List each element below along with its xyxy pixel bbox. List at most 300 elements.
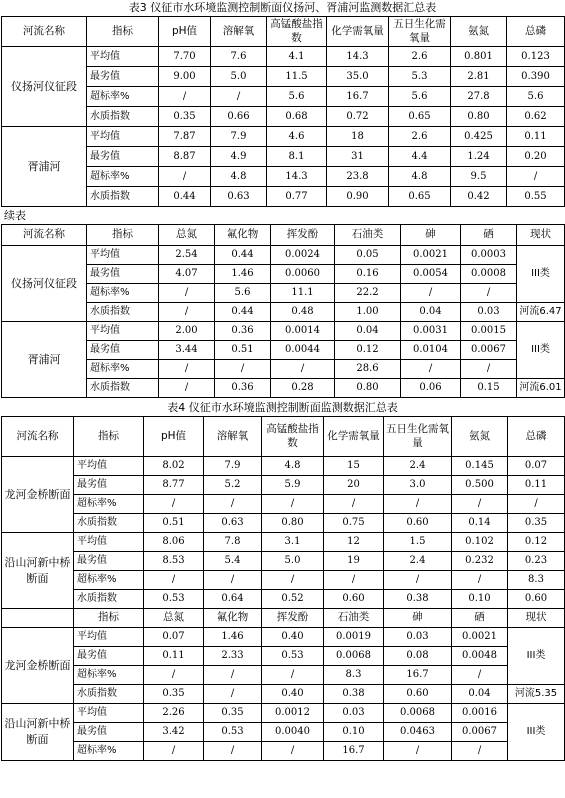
value-cell: 8.77	[144, 476, 204, 495]
value-cell: 7.9	[211, 127, 267, 147]
value-cell: 5.9	[262, 476, 324, 495]
value-cell: /	[144, 571, 204, 590]
value-cell: 0.90	[327, 187, 389, 207]
value-cell: 0.0015	[461, 322, 517, 341]
indicator-cell: 最劣值	[74, 723, 144, 742]
value-cell: 0.04	[401, 303, 461, 322]
value-cell: /	[452, 742, 508, 761]
value-cell: /	[262, 742, 324, 761]
column-header: 石油类	[335, 225, 401, 246]
value-cell: 0.35	[204, 704, 262, 723]
column-header: 指标	[87, 17, 159, 47]
value-cell: 0.0067	[452, 723, 508, 742]
value-cell: 0.0019	[324, 628, 384, 647]
value-cell: 0.42	[451, 187, 507, 207]
indicator-cell: 水质指数	[74, 590, 144, 609]
indicator-cell: 最劣值	[74, 552, 144, 571]
value-cell: 4.07	[159, 265, 215, 284]
value-cell: 4.8	[211, 167, 267, 187]
value-cell: 35.0	[327, 67, 389, 87]
value-cell: 5.2	[204, 476, 262, 495]
column-header: 石油类	[324, 609, 384, 628]
table-row	[2, 127, 565, 147]
indicator-cell: 平均值	[74, 704, 144, 723]
column-header: 总磷	[508, 417, 565, 457]
value-cell: /	[262, 495, 324, 514]
column-header	[2, 609, 74, 628]
value-cell: 0.28	[271, 379, 335, 398]
value-cell: 0.80	[262, 514, 324, 533]
value-cell: /	[461, 360, 517, 379]
value-cell: 0.500	[452, 476, 508, 495]
table-row	[2, 167, 565, 187]
header-row	[2, 417, 565, 457]
value-cell: 0.0054	[401, 265, 461, 284]
column-header: 砷	[384, 609, 452, 628]
indicator-cell: 平均值	[74, 628, 144, 647]
value-cell: 0.44	[215, 303, 271, 322]
column-header: 五日生化需氧量	[389, 17, 451, 47]
value-cell: 0.232	[452, 552, 508, 571]
value-cell: 3.1	[262, 533, 324, 552]
value-cell: 15	[324, 457, 384, 476]
table-row	[2, 379, 565, 398]
value-cell: 5.0	[262, 552, 324, 571]
table-row	[2, 67, 565, 87]
value-cell: 0.04	[452, 685, 508, 704]
river-name-cell: 龙河金桥断面	[2, 457, 74, 533]
table3-title: 表3 仪征市水环境监测控制断面仪扬河、胥浦河监测数据汇总表	[128, 1, 437, 14]
value-cell: /	[262, 571, 324, 590]
value-cell: /	[144, 742, 204, 761]
value-cell: 0.55	[507, 187, 565, 207]
value-cell: 9.00	[159, 67, 211, 87]
river-name-cell: 沿山河新中桥断面	[2, 533, 74, 609]
value-cell: 0.53	[204, 723, 262, 742]
value-cell: 8.02	[144, 457, 204, 476]
column-header: 指标	[87, 225, 159, 246]
indicator-cell: 最劣值	[74, 647, 144, 666]
value-cell: 20	[324, 476, 384, 495]
column-header: 现状	[517, 225, 565, 246]
value-cell: 0.390	[507, 67, 565, 87]
value-cell: 0.11	[508, 476, 565, 495]
table-row	[2, 666, 565, 685]
value-cell: 3.44	[159, 341, 215, 360]
value-cell: 7.9	[204, 457, 262, 476]
value-cell: 5.3	[389, 67, 451, 87]
table-row	[2, 246, 565, 265]
value-cell: 0.0021	[452, 628, 508, 647]
value-cell: /	[401, 360, 461, 379]
value-cell: 0.04	[335, 322, 401, 341]
table-row	[2, 704, 565, 723]
value-cell: 0.72	[327, 107, 389, 127]
value-cell: 0.11	[507, 127, 565, 147]
status-cell: III类	[517, 322, 565, 379]
value-cell: 0.0048	[452, 647, 508, 666]
value-cell: 27.8	[451, 87, 507, 107]
value-cell: 0.20	[507, 147, 565, 167]
value-cell: 0.38	[384, 590, 452, 609]
value-cell: 0.0008	[461, 265, 517, 284]
indicator-cell: 超标率%	[74, 666, 144, 685]
table-row	[2, 303, 565, 322]
table-row	[2, 685, 565, 704]
value-cell: 0.38	[324, 685, 384, 704]
value-cell: /	[159, 303, 215, 322]
header-row	[2, 609, 565, 628]
status-note-cell: 河流6.01	[517, 379, 565, 398]
value-cell: 0.03	[384, 628, 452, 647]
value-cell: 0.60	[508, 590, 565, 609]
value-cell: 0.0060	[271, 265, 335, 284]
value-cell: 0.63	[211, 187, 267, 207]
value-cell: 0.44	[215, 246, 271, 265]
value-cell: 0.0040	[262, 723, 324, 742]
value-cell: 0.44	[159, 187, 211, 207]
status-cell: III类	[508, 704, 565, 761]
value-cell: 0.801	[451, 47, 507, 67]
value-cell: 11.1	[271, 284, 335, 303]
value-cell: /	[384, 571, 452, 590]
value-cell: 7.87	[159, 127, 211, 147]
column-header: 化学需氧量	[327, 17, 389, 47]
value-cell: 0.80	[451, 107, 507, 127]
value-cell: 0.145	[452, 457, 508, 476]
value-cell: /	[452, 495, 508, 514]
table3-continued-label: 续表	[4, 209, 26, 222]
value-cell: 8.3	[508, 571, 565, 590]
value-cell: 0.03	[324, 704, 384, 723]
table-row	[2, 533, 565, 552]
value-cell: 0.80	[335, 379, 401, 398]
value-cell: 4.8	[262, 457, 324, 476]
value-cell: 0.0067	[461, 341, 517, 360]
value-cell: 0.0463	[384, 723, 452, 742]
header-row	[2, 225, 565, 246]
indicator-cell: 超标率%	[87, 167, 159, 187]
table-row	[2, 476, 565, 495]
value-cell: 0.08	[384, 647, 452, 666]
value-cell: 1.46	[204, 628, 262, 647]
column-header: 氟化物	[204, 609, 262, 628]
indicator-cell: 平均值	[74, 457, 144, 476]
value-cell: 0.0014	[271, 322, 335, 341]
value-cell: /	[215, 360, 271, 379]
indicator-cell: 最劣值	[74, 476, 144, 495]
value-cell: /	[159, 87, 211, 107]
value-cell: 0.03	[461, 303, 517, 322]
value-cell: 5.6	[215, 284, 271, 303]
value-cell: /	[507, 167, 565, 187]
table-row	[2, 265, 565, 284]
value-cell: 0.0044	[271, 341, 335, 360]
value-cell: 0.53	[144, 590, 204, 609]
indicator-cell: 超标率%	[74, 571, 144, 590]
table-row	[2, 742, 565, 761]
indicator-cell: 超标率%	[74, 495, 144, 514]
column-header: 总磷	[507, 17, 565, 47]
value-cell: 0.64	[204, 590, 262, 609]
value-cell: 0.10	[324, 723, 384, 742]
column-header: 硒	[452, 609, 508, 628]
table-row	[2, 514, 565, 533]
status-cell: III类	[508, 628, 565, 685]
value-cell: 0.425	[451, 127, 507, 147]
column-header: pH值	[159, 17, 211, 47]
value-cell: 0.40	[262, 628, 324, 647]
value-cell: 0.65	[389, 107, 451, 127]
value-cell: 0.12	[508, 533, 565, 552]
value-cell: 16.7	[327, 87, 389, 107]
value-cell: 12	[324, 533, 384, 552]
river-name-cell: 胥浦河	[2, 127, 87, 207]
value-cell: 4.1	[267, 47, 327, 67]
indicator-cell: 平均值	[87, 127, 159, 147]
value-cell: 2.33	[204, 647, 262, 666]
value-cell: 8.06	[144, 533, 204, 552]
table-row	[2, 647, 565, 666]
value-cell: 0.62	[507, 107, 565, 127]
indicator-cell: 平均值	[74, 533, 144, 552]
indicator-cell: 超标率%	[74, 742, 144, 761]
value-cell: 2.6	[389, 47, 451, 67]
value-cell: 0.36	[215, 379, 271, 398]
value-cell: 5.0	[211, 67, 267, 87]
value-cell: 0.63	[204, 514, 262, 533]
value-cell: 9.5	[451, 167, 507, 187]
value-cell: 16.7	[324, 742, 384, 761]
indicator-cell: 水质指数	[87, 107, 159, 127]
value-cell: 0.11	[144, 647, 204, 666]
value-cell: /	[159, 284, 215, 303]
value-cell: 0.68	[267, 107, 327, 127]
value-cell: /	[204, 495, 262, 514]
value-cell: 0.53	[262, 647, 324, 666]
value-cell: 2.6	[389, 127, 451, 147]
value-cell: 2.00	[159, 322, 215, 341]
value-cell: 0.52	[262, 590, 324, 609]
river-name-cell: 仪扬河仪征段	[2, 47, 87, 127]
value-cell: 0.0024	[271, 246, 335, 265]
value-cell: 4.8	[389, 167, 451, 187]
value-cell: 1.46	[215, 265, 271, 284]
value-cell: 5.6	[267, 87, 327, 107]
indicator-cell: 最劣值	[87, 265, 159, 284]
value-cell: 14.3	[267, 167, 327, 187]
value-cell: 0.0021	[401, 246, 461, 265]
river-name-cell: 沿山河新中桥断面	[2, 704, 74, 761]
table-row	[2, 341, 565, 360]
value-cell: 0.07	[144, 628, 204, 647]
column-header: 总氮	[144, 609, 204, 628]
table4-title: 表4 仪征市水环境监测控制断面监测数据汇总表	[167, 401, 398, 414]
column-header: 氟化物	[215, 225, 271, 246]
value-cell: 0.102	[452, 533, 508, 552]
value-cell: 0.36	[215, 322, 271, 341]
value-cell: 1.00	[335, 303, 401, 322]
value-cell: 0.05	[335, 246, 401, 265]
value-cell: 0.35	[159, 107, 211, 127]
value-cell: 0.51	[215, 341, 271, 360]
value-cell: 3.0	[384, 476, 452, 495]
column-header: 现状	[508, 609, 565, 628]
value-cell: /	[204, 571, 262, 590]
indicator-cell: 水质指数	[74, 685, 144, 704]
value-cell: /	[461, 284, 517, 303]
value-cell: 8.1	[267, 147, 327, 167]
value-cell: 0.51	[144, 514, 204, 533]
indicator-cell: 水质指数	[87, 303, 159, 322]
table-row	[2, 87, 565, 107]
value-cell: /	[204, 742, 262, 761]
column-header: 河流名称	[2, 417, 74, 457]
value-cell: 2.4	[384, 457, 452, 476]
value-cell: 0.75	[324, 514, 384, 533]
table-row	[2, 457, 565, 476]
value-cell: 0.60	[384, 514, 452, 533]
value-cell: 0.07	[508, 457, 565, 476]
value-cell: 0.12	[335, 341, 401, 360]
value-cell: 8.3	[324, 666, 384, 685]
indicator-cell: 水质指数	[87, 187, 159, 207]
value-cell: 2.26	[144, 704, 204, 723]
value-cell: 0.48	[271, 303, 335, 322]
value-cell: 0.66	[211, 107, 267, 127]
table-row	[2, 187, 565, 207]
column-header: 指标	[74, 417, 144, 457]
value-cell: 0.35	[508, 514, 565, 533]
value-cell: /	[144, 495, 204, 514]
value-cell: 1.24	[451, 147, 507, 167]
indicator-cell: 水质指数	[74, 514, 144, 533]
indicator-cell: 最劣值	[87, 67, 159, 87]
table-row	[2, 47, 565, 67]
value-cell: /	[271, 360, 335, 379]
indicator-cell: 水质指数	[87, 379, 159, 398]
value-cell: /	[384, 495, 452, 514]
column-header: 溶解氧	[211, 17, 267, 47]
value-cell: 22.2	[335, 284, 401, 303]
value-cell: 0.14	[452, 514, 508, 533]
table-row	[2, 495, 565, 514]
value-cell: 2.54	[159, 246, 215, 265]
header-row	[2, 17, 565, 47]
value-cell: /	[144, 666, 204, 685]
value-cell: 19	[324, 552, 384, 571]
value-cell: 0.0003	[461, 246, 517, 265]
column-header: 化学需氧量	[324, 417, 384, 457]
value-cell: 2.81	[451, 67, 507, 87]
value-cell: 0.0068	[384, 704, 452, 723]
indicator-cell: 平均值	[87, 322, 159, 341]
value-cell: 5.4	[204, 552, 262, 571]
indicator-cell: 超标率%	[87, 360, 159, 379]
value-cell: 2.4	[384, 552, 452, 571]
value-cell: 0.60	[324, 590, 384, 609]
table-row	[2, 628, 565, 647]
value-cell: /	[204, 685, 262, 704]
value-cell: /	[401, 284, 461, 303]
value-cell: /	[452, 666, 508, 685]
value-cell: 23.8	[327, 167, 389, 187]
value-cell: 0.10	[452, 590, 508, 609]
table-row	[2, 107, 565, 127]
column-header: 砷	[401, 225, 461, 246]
table-row	[2, 552, 565, 571]
value-cell: 0.60	[384, 685, 452, 704]
value-cell: 11.5	[267, 67, 327, 87]
column-header: 挥发酚	[262, 609, 324, 628]
column-header: 河流名称	[2, 17, 87, 47]
table-row	[2, 571, 565, 590]
table-row	[2, 723, 565, 742]
value-cell: 18	[327, 127, 389, 147]
river-name-cell: 仪扬河仪征段	[2, 246, 87, 322]
value-cell: 7.70	[159, 47, 211, 67]
value-cell: 4.6	[267, 127, 327, 147]
column-header: 硒	[461, 225, 517, 246]
column-header: 溶解氧	[204, 417, 262, 457]
indicator-cell: 最劣值	[87, 147, 159, 167]
status-note-cell: 河流6.47	[517, 303, 565, 322]
river-name-cell: 胥浦河	[2, 322, 87, 398]
value-cell: 4.9	[211, 147, 267, 167]
table-row	[2, 360, 565, 379]
indicator-cell: 超标率%	[87, 87, 159, 107]
table4	[1, 416, 565, 761]
table3-continued	[1, 224, 565, 398]
column-header: 高锰酸盐指数	[267, 17, 327, 47]
value-cell: 5.6	[507, 87, 565, 107]
indicator-cell: 平均值	[87, 246, 159, 265]
value-cell: 0.35	[144, 685, 204, 704]
table-row	[2, 590, 565, 609]
value-cell: 28.6	[335, 360, 401, 379]
value-cell: 0.0068	[324, 647, 384, 666]
value-cell: 5.6	[389, 87, 451, 107]
value-cell: /	[211, 87, 267, 107]
value-cell: 14.3	[327, 47, 389, 67]
value-cell: 16.7	[384, 666, 452, 685]
column-header: pH值	[144, 417, 204, 457]
column-header: 总氮	[159, 225, 215, 246]
value-cell: 8.53	[144, 552, 204, 571]
value-cell: /	[508, 495, 565, 514]
value-cell: /	[204, 666, 262, 685]
value-cell: 0.77	[267, 187, 327, 207]
value-cell: 0.0016	[452, 704, 508, 723]
value-cell: /	[262, 666, 324, 685]
value-cell: /	[159, 167, 211, 187]
status-cell: III类	[517, 246, 565, 303]
column-header: 五日生化需氧量	[384, 417, 452, 457]
value-cell: 0.16	[335, 265, 401, 284]
value-cell: 3.42	[144, 723, 204, 742]
value-cell: 0.0031	[401, 322, 461, 341]
value-cell: 7.6	[211, 47, 267, 67]
value-cell: 0.123	[507, 47, 565, 67]
value-cell: /	[159, 360, 215, 379]
value-cell: 0.0012	[262, 704, 324, 723]
value-cell: 0.15	[461, 379, 517, 398]
column-header: 河流名称	[2, 225, 87, 246]
table-row	[2, 147, 565, 167]
indicator-cell: 超标率%	[87, 284, 159, 303]
value-cell: 8.87	[159, 147, 211, 167]
value-cell: /	[384, 742, 452, 761]
